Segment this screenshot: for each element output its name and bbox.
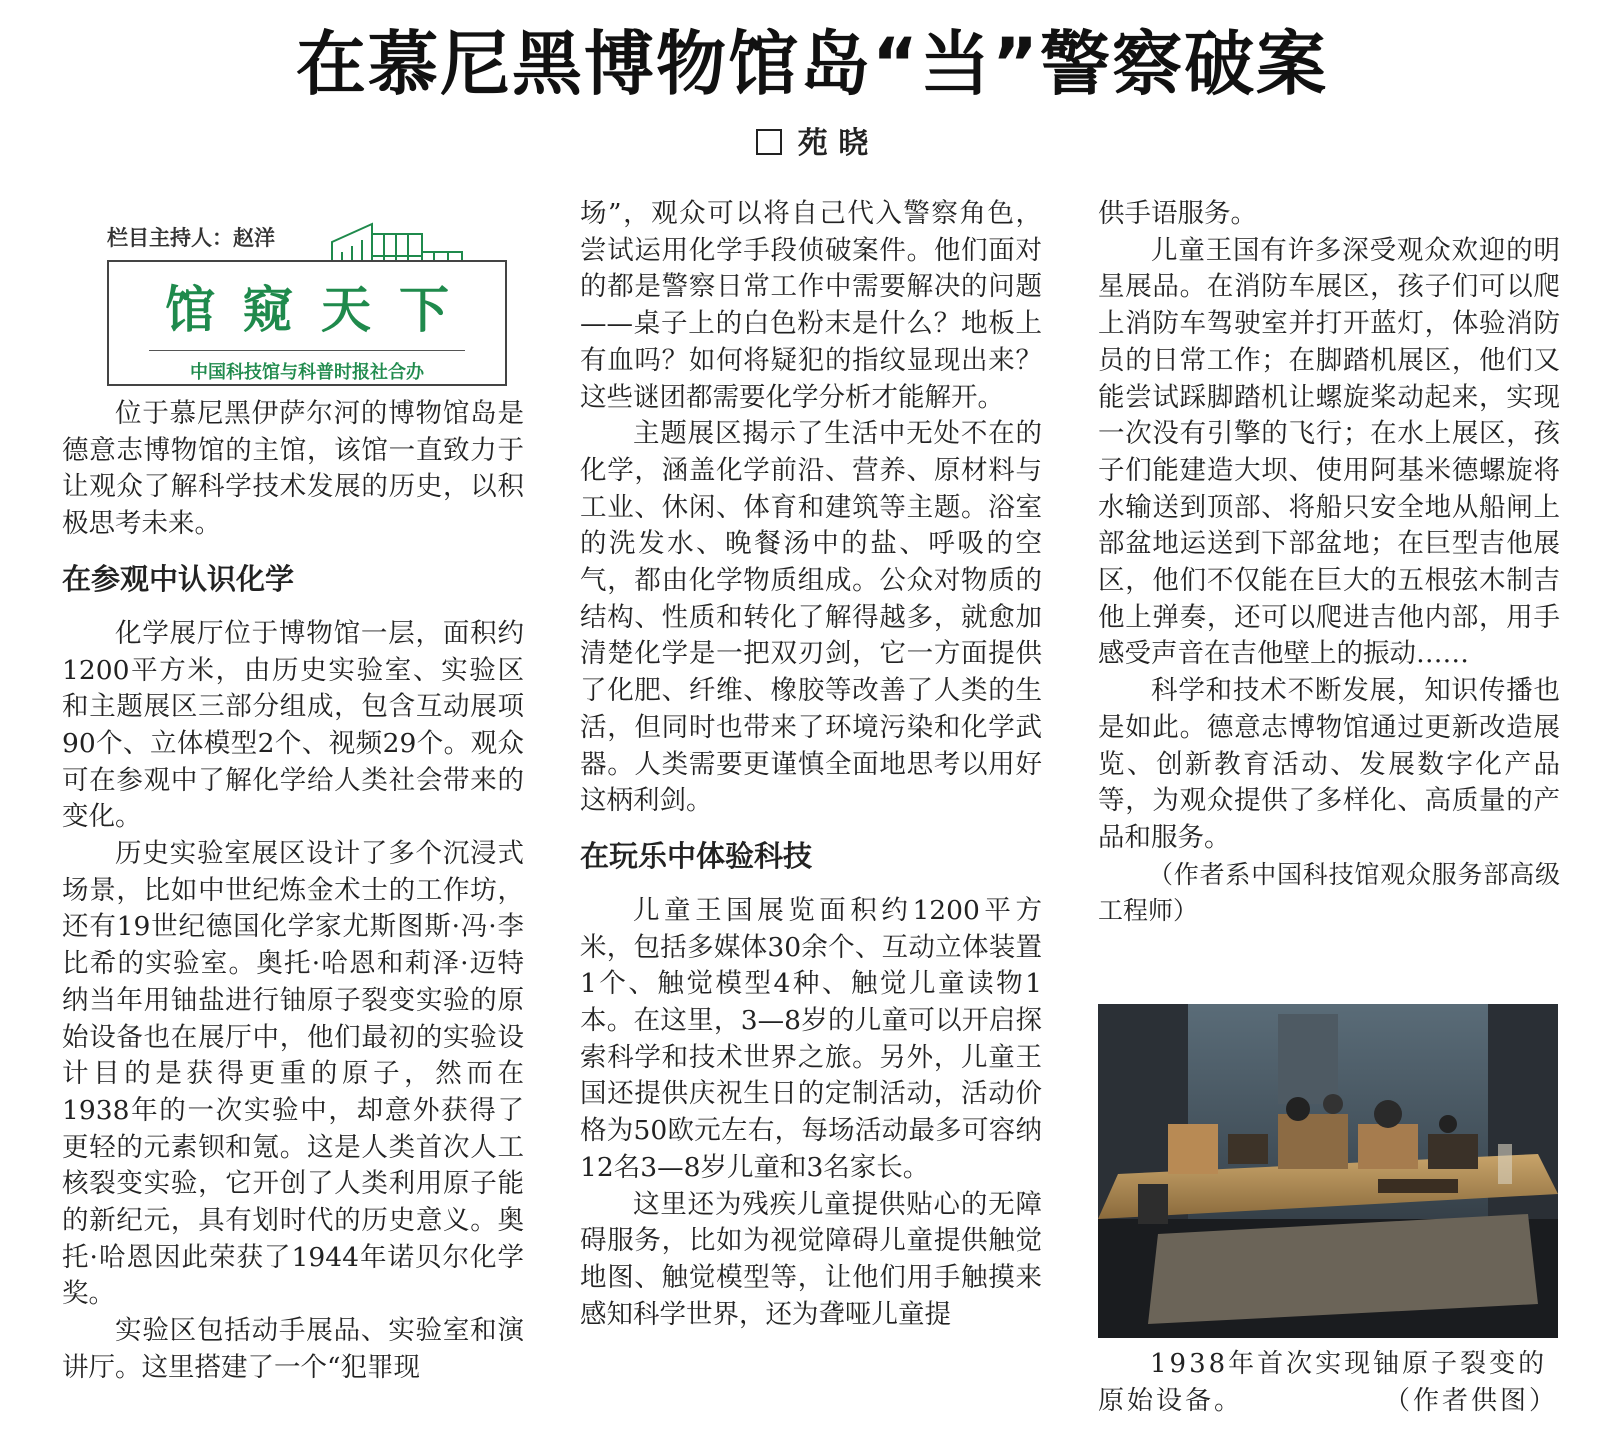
- column-title: 馆窥天下: [165, 280, 477, 339]
- paragraph-continued: 场”，观众可以将自己代入警察角色，尝试运用化学手段侦破案件。他们面对的都是警察日常工作中需要解决的问题——桌子上的白色粉末是什么？地板上有血吗？如何将疑犯的指纹显现出来？这些谜团都需要化学分析才能解开。: [580, 198, 1042, 413]
- exhibit-photo: [1098, 1004, 1558, 1338]
- paragraph-continued: 供手语服务。: [1098, 198, 1257, 229]
- lab-equipment-image: [1098, 1004, 1558, 1338]
- byline: [0, 118, 1624, 162]
- intro-paragraph: 位于慕尼黑伊萨尔河的博物馆岛是德意志博物馆的主馆，该馆一直致力于让观众了解科学技术发展的历史，以积极思考未来。: [62, 398, 524, 540]
- caption-line-1: 1938年首次实现铀原子裂变的: [1150, 1349, 1548, 1379]
- paragraph: 化学展厅位于博物馆一层，面积约1200平方米，由历史实验室、实验区和主题展区三部分组成，包含互动展项90个、立体模型2个、视频29个。观众可在参观中了解化学给人类社会带来的变化。: [62, 617, 524, 833]
- column-divider: [149, 350, 465, 351]
- paragraph: 这里还为残疾儿童提供贴心的无障碍服务，比如为视觉障碍儿童提供触觉地图、触觉模型等，让他们用手触摸来感知科学世界，还为聋哑儿童提: [580, 1188, 1042, 1330]
- section-heading-play: 在玩乐中体验科技: [580, 838, 813, 873]
- author-note: （作者系中国科技馆观众服务部高级工程师）: [1098, 859, 1560, 926]
- paragraph: 科学和技术不断发展，知识传播也是如此。德意志博物馆通过更新改造展览、创新教育活动、发展数字化产品等，为观众提供了多样化、高质量的产品和服务。: [1098, 675, 1560, 853]
- column-subtitle: 中国科技馆与科普时报社合办: [190, 362, 424, 383]
- paragraph: 主题展区揭示了生活中无处不在的化学，涵盖化学前沿、营养、原材料与工业、休闲、体育和建筑等主题。浴室的洗发水、晚餐汤中的盐、呼吸的空气，都由化学物质组成。公众对物质的结构、性质和转化了解得越多，就愈加清楚化学是一把双刃剑，它一方面提供了化肥、纤维、橡胶等改善了人类的生活，但同时也带来了环境污染和化学武器。人类需要更谨慎全面地思考以用好这柄利剑。: [580, 418, 1042, 817]
- photo-caption: [1098, 1346, 1558, 1420]
- byline-box-icon: [756, 129, 782, 155]
- text-column-3: [1098, 196, 1560, 930]
- caption-line-2: 原始设备。: [1098, 1386, 1244, 1416]
- text-column-1: [62, 396, 524, 1387]
- paragraph: 实验区包括动手展品、实验室和演讲厅。这里搭建了一个“犯罪现: [62, 1315, 524, 1383]
- article-title: 在慕尼黑博物馆岛“当”警察破案: [295, 23, 1328, 105]
- paragraph: 儿童王国展览面积约1200平方米，包括多媒体30余个、互动立体装置1个、触觉模型4种、触觉儿童读物1本。在这里，3—8岁的儿童可以开启探索科学和技术世界之旅。另外，儿童王国还提供庆祝生日的定制活动，活动价格为50欧元左右，每场活动最多可容纳12名3—8岁儿童和3名家长。: [580, 894, 1042, 1183]
- column-host: 栏目主持人：赵洋: [107, 226, 275, 250]
- text-column-2: [580, 196, 1042, 1333]
- column-logo: [107, 222, 507, 388]
- column-logo-box: [107, 260, 507, 386]
- photo-credit: （作者供图）: [1383, 1386, 1558, 1416]
- paragraph: 儿童王国有许多深受观众欢迎的明星展品。在消防车展区，孩子们可以爬上消防车驾驶室并打开蓝灯，体验消防员的日常工作；在脚踏机展区，他们又能尝试踩脚踏机让螺旋桨动起来，实现一次没有引擎的飞行；在水上展区，孩子们能建造大坝、使用阿基米德螺旋将水输送到顶部、将船只安全地从船闸上部盆地运送到下部盆地；在巨型吉他展区，他们不仅能在巨大的五根弦木制吉他上弹奏，还可以爬进吉他内部，用手感受声音在吉他壁上的振动……: [1098, 234, 1560, 670]
- author-name: 苑 晓: [797, 126, 869, 161]
- paragraph: 历史实验室展区设计了多个沉浸式场景，比如中世纪炼金术士的工作坊，还有19世纪德国化学家尤斯图斯·冯·李比希的实验室。奥托·哈恩和莉泽·迈特纳当年用铀盐进行铀原子裂变实验的原始设备也在展厅中，他们最初的实验设计目的是获得更重的原子，然而在1938年的一次实验中，却意外获得了更轻的元素钡和氪。这是人类首次人工核裂变实验，它开创了人类利用原子能的新纪元，具有划时代的历史意义。奥托·哈恩因此荣获了1944年诺贝尔化学奖。: [62, 838, 524, 1310]
- section-heading-chemistry: 在参观中认识化学: [62, 561, 295, 596]
